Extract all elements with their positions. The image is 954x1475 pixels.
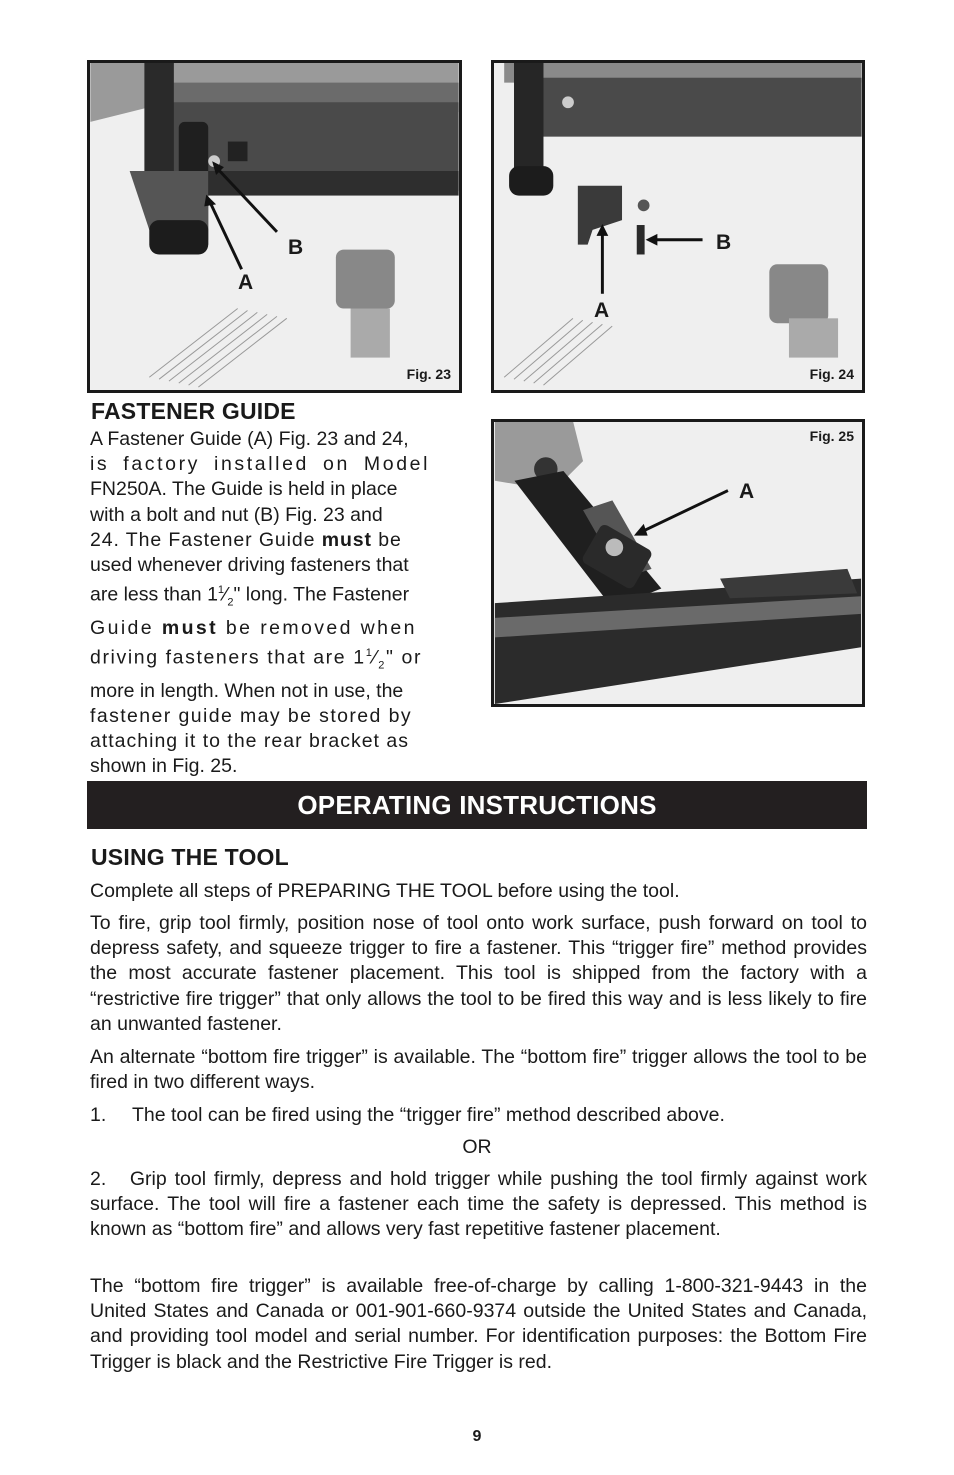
fg-line-10: more in length. When not in use, the — [90, 679, 404, 702]
using-tool-p1: Complete all steps of PREPARING THE TOOL before using the tool. — [90, 880, 680, 902]
fg-line-7: are less than $1^1⁄_2$" long. The Fastener — [90, 583, 410, 609]
fg-line-9: driving fasteners that are $1^1⁄_2$" or — [90, 646, 423, 672]
fg-line-8: Guide must be removed when — [90, 616, 417, 639]
figure-23-illustration — [90, 63, 459, 390]
figure-24 — [491, 60, 865, 393]
fastener-guide-body — [90, 427, 468, 779]
fig25-label: Fig. 25 — [809, 428, 854, 444]
using-tool-p3: An alternate “bottom fire trigger” is available. The “bottom fire” trigger allows the tool to be fired in two different ways. — [90, 1046, 867, 1094]
list-item-1 — [90, 1103, 867, 1128]
list-item-1-text: The tool can be fired using the “trigger fire” method described above. — [132, 1104, 725, 1126]
or-separator: OR — [462, 1136, 492, 1158]
figure-24-illustration — [494, 63, 862, 390]
fg-line-5: 24. The Fastener Guide must be — [90, 528, 402, 551]
using-tool-p2: To fire, grip tool firmly, position nose of tool onto work surface, push forward on tool to depress safety, and squeeze trigger to fire a fastener. This “trigger fire” method provides the most accurate fastener placement. This tool is shipped from the factory with a “restrictive fire trigger” that only allows the tool to be fired this way and is less likely to fire an unwanted fastener. — [90, 912, 867, 1035]
fg-line-11: fastener guide may be stored by — [90, 704, 412, 727]
fg-line-1: A Fastener Guide (A) Fig. 23 and 24, — [90, 428, 409, 450]
fastener-guide-heading: FASTENER GUIDE — [91, 398, 296, 424]
figure-23 — [87, 60, 462, 393]
fg-line-2: is factory installed on Model — [90, 453, 431, 476]
using-tool-heading: USING THE TOOL — [91, 844, 289, 870]
fg-line-13: shown in Fig. 25. — [90, 755, 238, 778]
list-item-2: 2. Grip tool firmly, depress and hold trigger while pushing the tool firmly against work surface. The tool will fire a fastener each time the safety is depressed. This method is known as “bottom fire” and allows very fast repetitive fastener placement. — [90, 1168, 873, 1241]
operating-instructions-banner: OPERATING INSTRUCTIONS — [87, 781, 867, 829]
figure-25 — [491, 419, 865, 707]
fig23-label: Fig. 23 — [406, 366, 451, 382]
using-tool-p4: The “bottom fire trigger” is available free-of-charge by calling 1-800-321-9443 in the United States and Canada or 001-901-660-9374 outside the United States and Canada, and providing tool model and serial number. For identification purposes: the Bottom Fire Trigger is black and the Restrictive Fire Trigger is red. — [90, 1275, 867, 1373]
fig24-label: Fig. 24 — [809, 366, 854, 382]
fig24-callout-a: A — [594, 299, 610, 322]
fg-line-3: FN250A. The Guide is held in place — [90, 478, 398, 501]
fg-line-6: used whenever driving fasteners that — [90, 554, 409, 577]
list-item-1-number: 1. — [90, 1104, 107, 1126]
fig24-callout-b: B — [716, 231, 732, 254]
fig25-callout-a: A — [739, 480, 755, 503]
fg-line-12: attaching it to the rear bracket as — [90, 730, 409, 753]
fig23-callout-a: A — [238, 271, 254, 294]
figure-25-illustration — [494, 422, 862, 704]
fig23-callout-b: B — [288, 236, 304, 259]
page-number: 9 — [472, 1428, 482, 1445]
fg-line-4: with a bolt and nut (B) Fig. 23 and — [90, 503, 383, 526]
